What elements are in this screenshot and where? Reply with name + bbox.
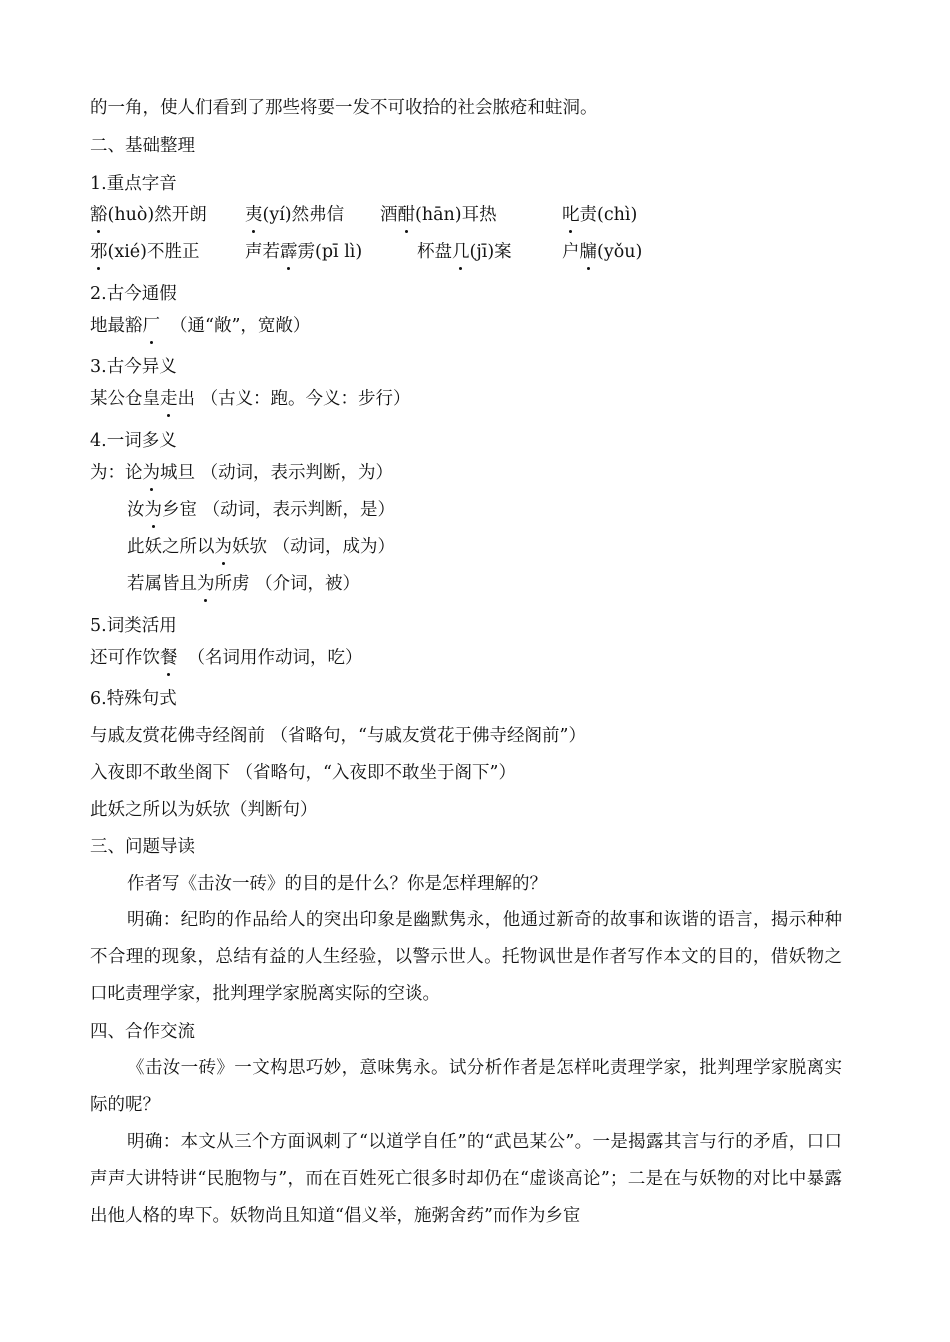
example-line: 与戚友赏花佛寺经阁前 （省略句，“与戚友赏花于佛寺经阁前”） bbox=[90, 726, 586, 746]
example-line: 地最豁厂 （通“敞”，宽敞） bbox=[90, 316, 311, 336]
subsection-heading: 4.一词多义 bbox=[90, 431, 177, 451]
answer-paragraph: 明确：本文从三个方面讽刺了“以道学自任”的“武邑某公”。一是揭露其言与行的矛盾，口口声声大讲特讲“民胞物与”，而在百姓死亡很多时却仍在“虚谈高论”；二是在与妖物的对比中暴露出他人格的卑下。妖物尚且知道“倡义举，施粥舍药”而作为乡宦 bbox=[90, 1132, 842, 1226]
text-line: 的一角，使人们看到了那些将要一发不可收拾的社会脓疮和蛀洞。 bbox=[90, 98, 598, 118]
emphasis-dot-char: 叱 bbox=[562, 205, 580, 225]
emphasis-dot-char: 夷 bbox=[245, 205, 263, 225]
emphasis-dot-char: 餐 bbox=[160, 648, 178, 668]
pronunciation-item: 叱责(chì) bbox=[562, 205, 638, 225]
subsection-heading: 5.词类活用 bbox=[90, 616, 177, 636]
emphasis-dot-char: 厂 bbox=[142, 316, 160, 336]
section-heading: 二、基础整理 bbox=[90, 136, 195, 156]
example-line: 若属皆且为所虏 （介词，被） bbox=[127, 574, 361, 594]
example-line: 还可作饮餐 （名词用作动词，吃） bbox=[90, 648, 363, 668]
pronunciation-item: 户牖(yǒu) bbox=[562, 242, 643, 262]
section-heading: 三、问题导读 bbox=[90, 837, 195, 857]
example-line: 此妖之所以为妖欤（判断句） bbox=[90, 800, 318, 820]
emphasis-dot-char: 霹 bbox=[280, 242, 298, 262]
pronunciation-item: 声若霹雳(pī lì) bbox=[245, 242, 363, 262]
emphasis-dot-char: 豁 bbox=[90, 205, 108, 225]
example-line: 入夜即不敢坐阁下 （省略句，“入夜即不敢坐于阁下”） bbox=[90, 763, 516, 783]
pronunciation-item: 夷(yí)然弗信 bbox=[245, 205, 345, 225]
emphasis-dot-char: 走 bbox=[160, 389, 178, 409]
emphasis-dot-char: 邪 bbox=[90, 242, 108, 262]
subsection-heading: 3.古今异义 bbox=[90, 357, 177, 377]
emphasis-dot-char: 几 bbox=[452, 242, 470, 262]
pronunciation-item: 杯盘几(jī)案 bbox=[417, 242, 512, 262]
pronunciation-item: 酒酣(hān)耳热 bbox=[380, 205, 497, 225]
subsection-heading: 6.特殊句式 bbox=[90, 689, 177, 709]
subsection-heading: 1.重点字音 bbox=[90, 174, 177, 194]
emphasis-dot-char: 为 bbox=[197, 574, 215, 594]
example-line: 某公仓皇走出 （古义：跑。今义：步行） bbox=[90, 389, 411, 409]
polysemy-lead: 为： bbox=[90, 463, 125, 483]
question-paragraph: 《击汝一砖》一文构思巧妙，意味隽永。试分析作者是怎样叱责理学家，批判理学家脱离实际的呢？ bbox=[90, 1058, 842, 1115]
emphasis-dot-char: 牖 bbox=[579, 242, 597, 262]
example-line: 汝为乡宦 （动词，表示判断，是） bbox=[127, 500, 396, 520]
example-line: 为：论为城旦 （动词，表示判断，为） bbox=[90, 463, 394, 483]
emphasis-dot-char: 为 bbox=[144, 500, 162, 520]
pronunciation-item: 邪(xié)不胜正 bbox=[90, 242, 200, 262]
subsection-heading: 2.古今通假 bbox=[90, 284, 177, 304]
emphasis-dot-char: 为 bbox=[142, 463, 160, 483]
pronunciation-item: 豁(huò)然开朗 bbox=[90, 205, 207, 225]
question-line: 作者写《击汝一砖》的目的是什么？你是怎样理解的？ bbox=[127, 874, 547, 894]
emphasis-dot-char: 酣 bbox=[397, 205, 415, 225]
answer-paragraph: 明确：纪昀的作品给人的突出印象是幽默隽永，他通过新奇的故事和诙谐的语言，揭示种种不合理的现象，总结有益的人生经验，以警示世人。托物讽世是作者写作本文的目的，借妖物之口叱责理学家，批判理学家脱离实际的空谈。 bbox=[90, 910, 842, 1004]
section-heading: 四、合作交流 bbox=[90, 1022, 195, 1042]
emphasis-dot-char: 为 bbox=[214, 537, 232, 557]
example-line: 此妖之所以为妖欤 （动词，成为） bbox=[127, 537, 396, 557]
